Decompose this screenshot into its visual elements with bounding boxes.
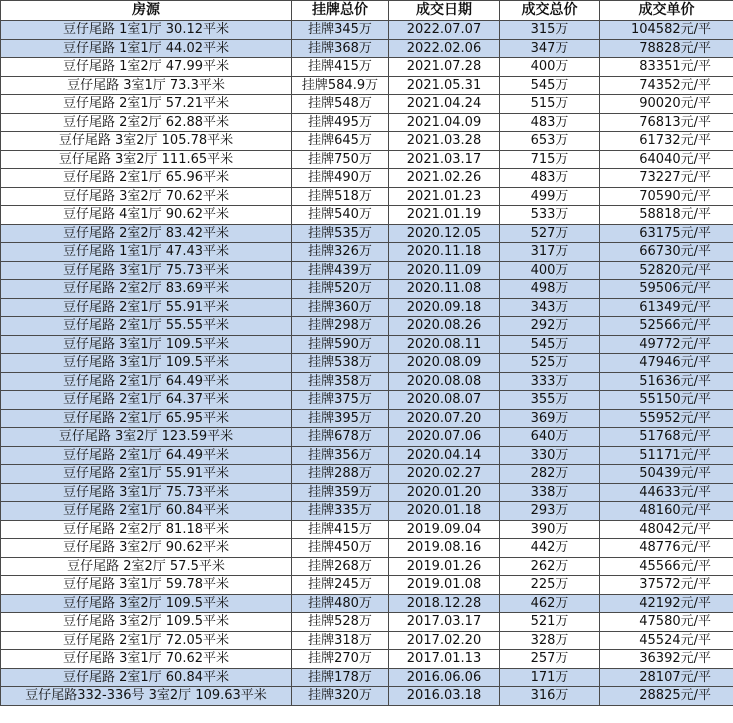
header-deal-date: 成交日期 xyxy=(389,1,500,21)
table-row xyxy=(1,298,733,317)
deal-total-cell: 527万 xyxy=(500,224,600,243)
deal-total-cell: 499万 xyxy=(500,187,600,206)
unit-price-cell: 49772元/平 xyxy=(600,335,733,354)
deal-total-cell: 333万 xyxy=(500,372,600,391)
deal-date-cell: 2017.02.20 xyxy=(389,631,500,650)
listing-cell: 豆仔尾路 3室2厅 70.62平米 xyxy=(1,187,292,206)
listing-cell: 豆仔尾路 2室1厅 55.55平米 xyxy=(1,317,292,336)
listing-cell: 豆仔尾路 3室1厅 75.73平米 xyxy=(1,483,292,502)
listing-cell: 豆仔尾路 2室1厅 65.96平米 xyxy=(1,169,292,188)
table-row xyxy=(1,354,733,373)
deal-date-cell: 2020.08.09 xyxy=(389,354,500,373)
listing-price-cell: 挂牌358万 xyxy=(292,372,389,391)
listing-cell: 豆仔尾路 2室2厅 57.5平米 xyxy=(1,557,292,576)
listing-price-cell: 挂牌535万 xyxy=(292,224,389,243)
unit-price-cell: 66730元/平 xyxy=(600,243,733,262)
deal-total-cell: 545万 xyxy=(500,76,600,95)
listing-cell: 豆仔尾路 2室1厅 65.95平米 xyxy=(1,409,292,428)
deal-date-cell: 2019.01.26 xyxy=(389,557,500,576)
table-row xyxy=(1,21,733,40)
listing-cell: 豆仔尾路 2室2厅 81.18平米 xyxy=(1,520,292,539)
table-row xyxy=(1,317,733,336)
deal-date-cell: 2016.06.06 xyxy=(389,668,500,687)
table-row xyxy=(1,594,733,613)
deal-date-cell: 2021.03.17 xyxy=(389,150,500,169)
deal-date-cell: 2017.01.13 xyxy=(389,650,500,669)
listing-price-cell: 挂牌678万 xyxy=(292,428,389,447)
unit-price-cell: 76813元/平 xyxy=(600,113,733,132)
deal-total-cell: 442万 xyxy=(500,539,600,558)
unit-price-cell: 52566元/平 xyxy=(600,317,733,336)
listing-cell: 豆仔尾路 3室2厅 109.5平米 xyxy=(1,594,292,613)
unit-price-cell: 45524元/平 xyxy=(600,631,733,650)
deal-date-cell: 2021.04.24 xyxy=(389,95,500,114)
table-row xyxy=(1,576,733,595)
deal-date-cell: 2020.02.27 xyxy=(389,465,500,484)
listing-price-cell: 挂牌178万 xyxy=(292,668,389,687)
deal-date-cell: 2019.09.04 xyxy=(389,520,500,539)
table-row xyxy=(1,169,733,188)
table-row xyxy=(1,39,733,58)
listing-price-cell: 挂牌584.9万 xyxy=(292,76,389,95)
deal-date-cell: 2020.11.18 xyxy=(389,243,500,262)
listing-cell: 豆仔尾路 3室2厅 123.59平米 xyxy=(1,428,292,447)
listing-price-cell: 挂牌335万 xyxy=(292,502,389,521)
listing-price-cell: 挂牌540万 xyxy=(292,206,389,225)
listing-cell: 豆仔尾路 2室2厅 83.69平米 xyxy=(1,280,292,299)
unit-price-cell: 36392元/平 xyxy=(600,650,733,669)
deal-total-cell: 282万 xyxy=(500,465,600,484)
listing-price-cell: 挂牌395万 xyxy=(292,409,389,428)
listing-price-cell: 挂牌520万 xyxy=(292,280,389,299)
listing-price-cell: 挂牌480万 xyxy=(292,594,389,613)
deal-date-cell: 2020.08.26 xyxy=(389,317,500,336)
deal-date-cell: 2019.01.08 xyxy=(389,576,500,595)
listing-price-cell: 挂牌268万 xyxy=(292,557,389,576)
deal-total-cell: 330万 xyxy=(500,446,600,465)
deal-total-cell: 400万 xyxy=(500,58,600,77)
listing-price-cell: 挂牌415万 xyxy=(292,520,389,539)
unit-price-cell: 52820元/平 xyxy=(600,261,733,280)
listing-cell: 豆仔尾路 3室2厅 105.78平米 xyxy=(1,132,292,151)
table-row xyxy=(1,520,733,539)
table-row xyxy=(1,76,733,95)
deal-total-cell: 315万 xyxy=(500,21,600,40)
listing-cell: 豆仔尾路 2室1厅 72.05平米 xyxy=(1,631,292,650)
listing-price-cell: 挂牌288万 xyxy=(292,465,389,484)
listing-cell: 豆仔尾路 2室1厅 55.91平米 xyxy=(1,465,292,484)
unit-price-cell: 63175元/平 xyxy=(600,224,733,243)
deal-date-cell: 2020.11.09 xyxy=(389,261,500,280)
listing-price-cell: 挂牌518万 xyxy=(292,187,389,206)
header-row xyxy=(1,1,733,21)
listing-cell: 豆仔尾路 2室2厅 62.88平米 xyxy=(1,113,292,132)
listing-price-cell: 挂牌368万 xyxy=(292,39,389,58)
listing-price-cell: 挂牌750万 xyxy=(292,150,389,169)
header-deal-total: 成交总价 xyxy=(500,1,600,21)
unit-price-cell: 55952元/平 xyxy=(600,409,733,428)
deal-total-cell: 293万 xyxy=(500,502,600,521)
deal-date-cell: 2020.08.08 xyxy=(389,372,500,391)
deal-date-cell: 2021.03.28 xyxy=(389,132,500,151)
unit-price-cell: 37572元/平 xyxy=(600,576,733,595)
deal-total-cell: 347万 xyxy=(500,39,600,58)
table-row xyxy=(1,465,733,484)
deal-total-cell: 462万 xyxy=(500,594,600,613)
listing-cell: 豆仔尾路 3室1厅 59.78平米 xyxy=(1,576,292,595)
unit-price-cell: 45566元/平 xyxy=(600,557,733,576)
listing-cell: 豆仔尾路 2室1厅 57.21平米 xyxy=(1,95,292,114)
listing-price-cell: 挂牌375万 xyxy=(292,391,389,410)
deal-date-cell: 2020.07.20 xyxy=(389,409,500,428)
deal-total-cell: 316万 xyxy=(500,687,600,706)
listing-price-cell: 挂牌245万 xyxy=(292,576,389,595)
deal-total-cell: 390万 xyxy=(500,520,600,539)
deal-date-cell: 2019.08.16 xyxy=(389,539,500,558)
deal-total-cell: 355万 xyxy=(500,391,600,410)
listing-price-cell: 挂牌450万 xyxy=(292,539,389,558)
deal-total-cell: 545万 xyxy=(500,335,600,354)
table-row xyxy=(1,668,733,687)
table-row xyxy=(1,58,733,77)
listing-price-cell: 挂牌490万 xyxy=(292,169,389,188)
listing-price-cell: 挂牌439万 xyxy=(292,261,389,280)
unit-price-cell: 50439元/平 xyxy=(600,465,733,484)
unit-price-cell: 28107元/平 xyxy=(600,668,733,687)
unit-price-cell: 64040元/平 xyxy=(600,150,733,169)
deal-total-cell: 653万 xyxy=(500,132,600,151)
deal-total-cell: 171万 xyxy=(500,668,600,687)
listing-cell: 豆仔尾路 3室1厅 75.73平米 xyxy=(1,261,292,280)
listing-price-cell: 挂牌538万 xyxy=(292,354,389,373)
deal-date-cell: 2020.08.11 xyxy=(389,335,500,354)
unit-price-cell: 51171元/平 xyxy=(600,446,733,465)
deal-date-cell: 2020.04.14 xyxy=(389,446,500,465)
unit-price-cell: 59506元/平 xyxy=(600,280,733,299)
deal-total-cell: 338万 xyxy=(500,483,600,502)
listing-price-cell: 挂牌298万 xyxy=(292,317,389,336)
header-listing: 房源 xyxy=(1,1,292,21)
deal-total-cell: 343万 xyxy=(500,298,600,317)
table-row xyxy=(1,132,733,151)
deal-total-cell: 715万 xyxy=(500,150,600,169)
listing-cell: 豆仔尾路 2室1厅 55.91平米 xyxy=(1,298,292,317)
listing-price-cell: 挂牌356万 xyxy=(292,446,389,465)
table-row xyxy=(1,261,733,280)
unit-price-cell: 58818元/平 xyxy=(600,206,733,225)
unit-price-cell: 47580元/平 xyxy=(600,613,733,632)
unit-price-cell: 74352元/平 xyxy=(600,76,733,95)
deal-total-cell: 369万 xyxy=(500,409,600,428)
deal-total-cell: 400万 xyxy=(500,261,600,280)
listing-price-cell: 挂牌645万 xyxy=(292,132,389,151)
listing-cell: 豆仔尾路 3室2厅 109.5平米 xyxy=(1,613,292,632)
deal-date-cell: 2021.02.26 xyxy=(389,169,500,188)
table-row xyxy=(1,391,733,410)
unit-price-cell: 42192元/平 xyxy=(600,594,733,613)
header-listing-price: 挂牌总价 xyxy=(292,1,389,21)
listing-price-cell: 挂牌320万 xyxy=(292,687,389,706)
unit-price-cell: 55150元/平 xyxy=(600,391,733,410)
unit-price-cell: 47946元/平 xyxy=(600,354,733,373)
listing-cell: 豆仔尾路 2室1厅 64.37平米 xyxy=(1,391,292,410)
table-row xyxy=(1,372,733,391)
deal-total-cell: 328万 xyxy=(500,631,600,650)
deal-total-cell: 521万 xyxy=(500,613,600,632)
deal-date-cell: 2022.02.06 xyxy=(389,39,500,58)
table-row xyxy=(1,613,733,632)
listing-cell: 豆仔尾路332-336号 3室2厅 109.63平米 xyxy=(1,687,292,706)
header-unit-price: 成交单价 xyxy=(600,1,733,21)
unit-price-cell: 73227元/平 xyxy=(600,169,733,188)
deal-total-cell: 533万 xyxy=(500,206,600,225)
listing-cell: 豆仔尾路 3室1厅 109.5平米 xyxy=(1,335,292,354)
deal-total-cell: 225万 xyxy=(500,576,600,595)
table-row xyxy=(1,409,733,428)
unit-price-cell: 51768元/平 xyxy=(600,428,733,447)
unit-price-cell: 104582元/平 xyxy=(600,21,733,40)
table-row xyxy=(1,280,733,299)
unit-price-cell: 48042元/平 xyxy=(600,520,733,539)
listing-price-cell: 挂牌359万 xyxy=(292,483,389,502)
unit-price-cell: 78828元/平 xyxy=(600,39,733,58)
deal-date-cell: 2021.01.19 xyxy=(389,206,500,225)
listing-cell: 豆仔尾路 1室1厅 44.02平米 xyxy=(1,39,292,58)
table-row xyxy=(1,650,733,669)
listing-cell: 豆仔尾路 1室1厅 30.12平米 xyxy=(1,21,292,40)
unit-price-cell: 51636元/平 xyxy=(600,372,733,391)
listing-cell: 豆仔尾路 3室1厅 70.62平米 xyxy=(1,650,292,669)
deal-total-cell: 257万 xyxy=(500,650,600,669)
deal-date-cell: 2020.11.08 xyxy=(389,280,500,299)
listing-price-cell: 挂牌360万 xyxy=(292,298,389,317)
deal-total-cell: 292万 xyxy=(500,317,600,336)
listing-cell: 豆仔尾路 3室1厅 109.5平米 xyxy=(1,354,292,373)
listing-cell: 豆仔尾路 3室2厅 111.65平米 xyxy=(1,150,292,169)
deal-date-cell: 2020.07.06 xyxy=(389,428,500,447)
deal-date-cell: 2017.03.17 xyxy=(389,613,500,632)
deal-date-cell: 2021.05.31 xyxy=(389,76,500,95)
deal-total-cell: 498万 xyxy=(500,280,600,299)
table-row xyxy=(1,557,733,576)
listing-cell: 豆仔尾路 2室1厅 64.49平米 xyxy=(1,446,292,465)
deal-total-cell: 515万 xyxy=(500,95,600,114)
listing-cell: 豆仔尾路 4室1厅 90.62平米 xyxy=(1,206,292,225)
table-row xyxy=(1,113,733,132)
deal-date-cell: 2022.07.07 xyxy=(389,21,500,40)
listing-cell: 豆仔尾路 1室1厅 47.43平米 xyxy=(1,243,292,262)
table-row xyxy=(1,224,733,243)
listing-cell: 豆仔尾路 3室2厅 90.62平米 xyxy=(1,539,292,558)
deal-total-cell: 262万 xyxy=(500,557,600,576)
listing-price-cell: 挂牌270万 xyxy=(292,650,389,669)
unit-price-cell: 28825元/平 xyxy=(600,687,733,706)
listing-cell: 豆仔尾路 3室1厅 73.3平米 xyxy=(1,76,292,95)
listing-cell: 豆仔尾路 2室2厅 83.42平米 xyxy=(1,224,292,243)
table-row xyxy=(1,95,733,114)
listing-price-cell: 挂牌415万 xyxy=(292,58,389,77)
unit-price-cell: 90020元/平 xyxy=(600,95,733,114)
listing-price-cell: 挂牌590万 xyxy=(292,335,389,354)
table-row xyxy=(1,428,733,447)
table-row xyxy=(1,687,733,706)
table-row xyxy=(1,243,733,262)
deal-total-cell: 483万 xyxy=(500,169,600,188)
listing-price-cell: 挂牌326万 xyxy=(292,243,389,262)
listing-price-cell: 挂牌345万 xyxy=(292,21,389,40)
listing-cell: 豆仔尾路 1室2厅 47.99平米 xyxy=(1,58,292,77)
deal-date-cell: 2018.12.28 xyxy=(389,594,500,613)
listing-cell: 豆仔尾路 2室1厅 60.84平米 xyxy=(1,502,292,521)
table-row xyxy=(1,502,733,521)
deal-date-cell: 2020.01.20 xyxy=(389,483,500,502)
unit-price-cell: 83351元/平 xyxy=(600,58,733,77)
deal-total-cell: 640万 xyxy=(500,428,600,447)
table-row xyxy=(1,335,733,354)
deal-date-cell: 2021.07.28 xyxy=(389,58,500,77)
listing-price-cell: 挂牌548万 xyxy=(292,95,389,114)
table-row xyxy=(1,206,733,225)
unit-price-cell: 44633元/平 xyxy=(600,483,733,502)
table-row xyxy=(1,150,733,169)
deal-date-cell: 2020.08.07 xyxy=(389,391,500,410)
deal-date-cell: 2021.04.09 xyxy=(389,113,500,132)
deal-date-cell: 2021.01.23 xyxy=(389,187,500,206)
deal-total-cell: 483万 xyxy=(500,113,600,132)
deal-total-cell: 525万 xyxy=(500,354,600,373)
deal-date-cell: 2020.09.18 xyxy=(389,298,500,317)
unit-price-cell: 48776元/平 xyxy=(600,539,733,558)
unit-price-cell: 61732元/平 xyxy=(600,132,733,151)
deal-date-cell: 2020.12.05 xyxy=(389,224,500,243)
unit-price-cell: 48160元/平 xyxy=(600,502,733,521)
listing-price-cell: 挂牌495万 xyxy=(292,113,389,132)
table-row xyxy=(1,483,733,502)
unit-price-cell: 70590元/平 xyxy=(600,187,733,206)
deal-date-cell: 2016.03.18 xyxy=(389,687,500,706)
table-body xyxy=(1,21,733,706)
table-row xyxy=(1,446,733,465)
table-row xyxy=(1,631,733,650)
listing-cell: 豆仔尾路 2室1厅 60.84平米 xyxy=(1,668,292,687)
deal-date-cell: 2020.01.18 xyxy=(389,502,500,521)
listing-price-cell: 挂牌528万 xyxy=(292,613,389,632)
unit-price-cell: 61349元/平 xyxy=(600,298,733,317)
deal-total-cell: 317万 xyxy=(500,243,600,262)
table-row xyxy=(1,187,733,206)
listing-price-cell: 挂牌318万 xyxy=(292,631,389,650)
table-row xyxy=(1,539,733,558)
listing-cell: 豆仔尾路 2室1厅 64.49平米 xyxy=(1,372,292,391)
